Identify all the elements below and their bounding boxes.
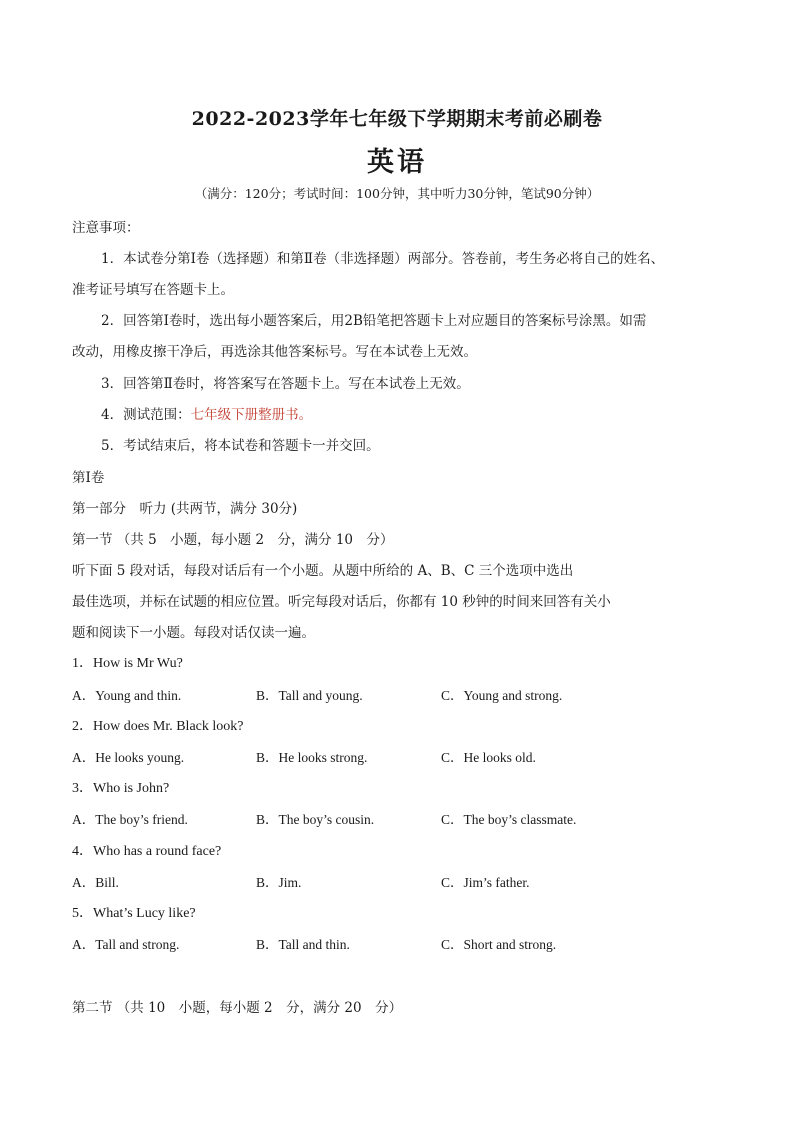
- section-1-heading: 第一节 （共 5 小题，每小题 2 分，满分 10 分）: [72, 532, 394, 548]
- instructions-line-3: 题和阅读下一小题。每段对话仅读一遍。: [72, 625, 315, 641]
- note-3: 3．回答第Ⅱ卷时，将答案写在答题卡上。写在本试卷上无效。: [101, 376, 470, 392]
- exam-meta: （满分：120分；考试时间：100分钟，其中听力30分钟，笔试90分钟）: [194, 186, 600, 201]
- note-4: [101, 403, 312, 423]
- note-1-line-1: 1．本试卷分第Ⅰ卷（选择题）和第Ⅱ卷（非选择题）两部分。答卷前，考生务必将自己的姓名、: [101, 251, 665, 267]
- exam-title: 2022-2023学年七年级下学期期末考前必刷卷: [191, 108, 603, 130]
- question-2-option-b: B．He looks strong.: [256, 750, 368, 765]
- question-5-option-b: B．Tall and thin.: [256, 937, 350, 952]
- question-1: 1．How is Mr Wu?: [72, 656, 183, 671]
- question-5: 5．What’s Lucy like?: [72, 906, 196, 921]
- question-5-option-a: A．Tall and strong.: [72, 937, 180, 952]
- question-1-option-b: B．Tall and young.: [256, 688, 363, 703]
- instructions-line-1: 听下面 5 段对话，每段对话后有一个小题。从题中所给的 A、B、C 三个选项中选出: [72, 563, 574, 579]
- question-3: 3．Who is John?: [72, 781, 170, 796]
- question-3-option-b: B．The boy’s cousin.: [256, 812, 375, 827]
- note-2-line-2: 改动，用橡皮擦干净后，再选涂其他答案标号。写在本试卷上无效。: [72, 344, 477, 360]
- question-1-option-a: A．Young and thin.: [72, 688, 182, 703]
- question-4-option-c: C．Jim’s father.: [441, 875, 530, 890]
- section-2-heading: 第二节 （共 10 小题，每小题 2 分，满分 20 分）: [72, 1000, 403, 1016]
- question-4: 4．Who has a round face?: [72, 844, 222, 859]
- question-1-option-c: C．Young and strong.: [441, 688, 563, 703]
- note-2-line-1: 2．回答第Ⅰ卷时，选出每小题答案后，用2B铅笔把答题卡上对应题目的答案标号涂黑。如需: [101, 313, 647, 329]
- part-1-heading: 第一部分 听力 (共两节，满分 30分): [72, 501, 298, 517]
- note-4-scope: 七年级下册整册书。: [190, 407, 313, 423]
- volume-heading: 第Ⅰ卷: [72, 470, 105, 486]
- note-4-prefix: 4．测试范围：: [101, 407, 191, 423]
- instructions-line-2: 最佳选项，并标在试题的相应位置。听完每段对话后，你都有 10 秒钟的时间来回答有关小: [72, 594, 611, 610]
- note-5: 5．考试结束后，将本试卷和答题卡一并交回。: [101, 438, 380, 454]
- question-2-option-a: A．He looks young.: [72, 750, 185, 765]
- question-2: 2．How does Mr. Black look?: [72, 719, 244, 734]
- question-3-option-a: A．The boy’s friend.: [72, 812, 188, 827]
- question-2-option-c: C．He looks old.: [441, 750, 536, 765]
- question-5-option-c: C．Short and strong.: [441, 937, 557, 952]
- question-4-option-b: B．Jim.: [256, 875, 302, 890]
- question-3-option-c: C．The boy’s classmate.: [441, 812, 577, 827]
- notes-heading: 注意事项：: [72, 220, 140, 236]
- subject-title: 英语: [367, 147, 427, 178]
- note-1-line-2: 准考证号填写在答题卡上。: [72, 282, 234, 298]
- question-4-option-a: A．Bill.: [72, 875, 119, 890]
